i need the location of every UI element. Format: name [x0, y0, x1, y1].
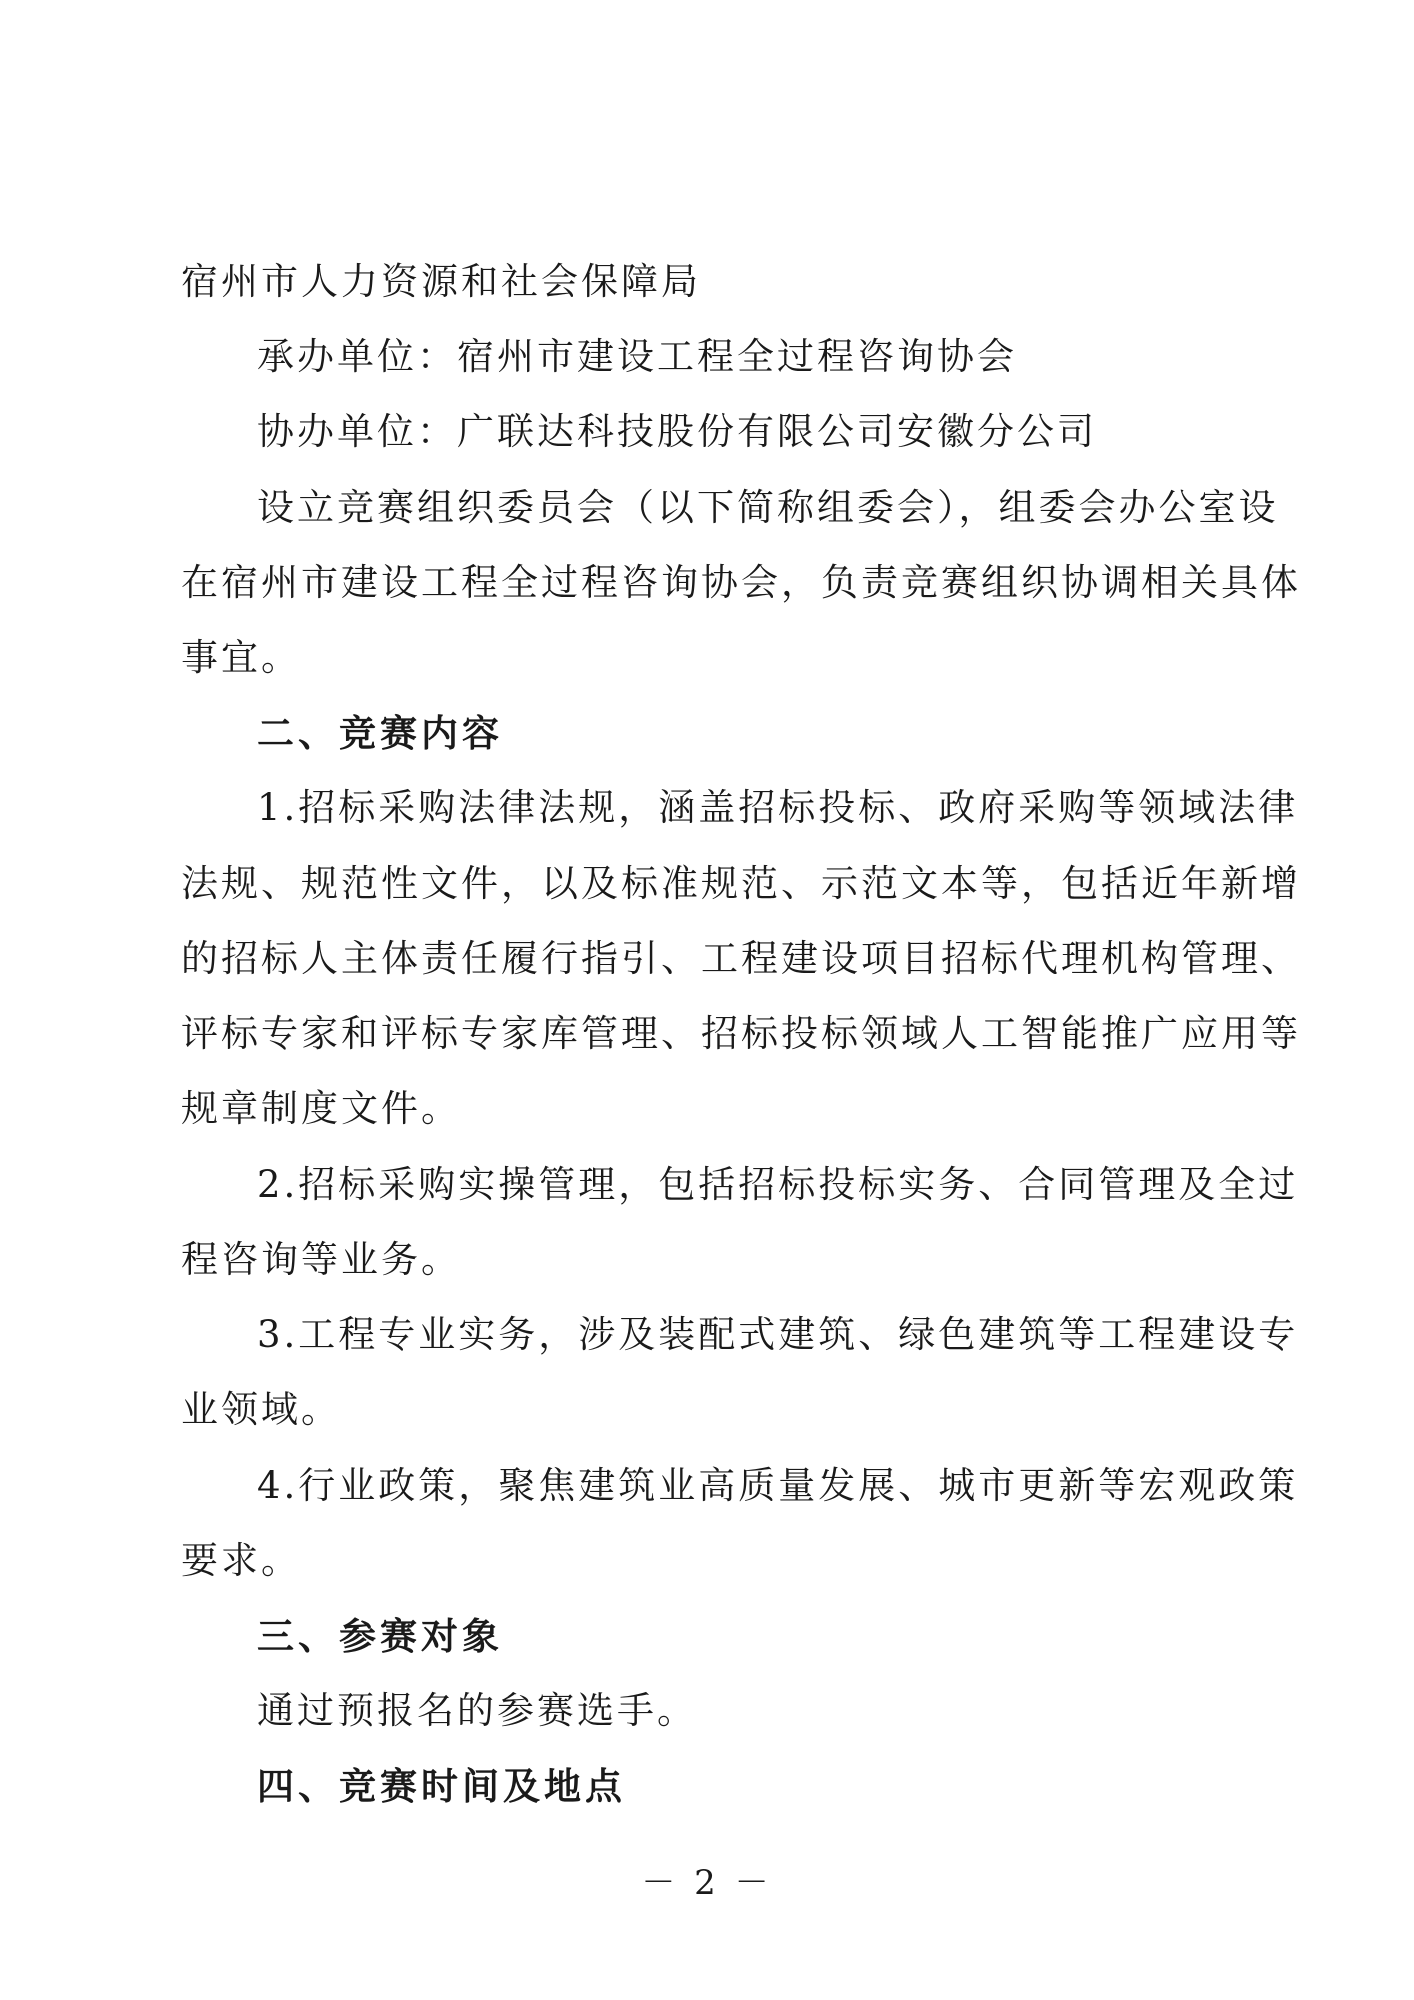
text-line-item2-1: 2.招标采购实操管理，包括招标投标实务、合同管理及全过 — [257, 1163, 1299, 1206]
text-line-item1-3: 的招标人主体责任履行指引、工程建设项目招标代理机构管理、 — [181, 937, 1301, 980]
text-line-committee-2: 在宿州市建设工程全过程咨询协会，负责竞赛组织协调相关具体 — [181, 561, 1301, 604]
text-line-item1-5: 规章制度文件。 — [181, 1087, 461, 1130]
text-line-item3-2: 业领域。 — [181, 1388, 341, 1431]
text-line-assisting-unit: 协办单位：广联达科技股份有限公司安徽分公司 — [257, 410, 1097, 453]
text-line-item4-2: 要求。 — [181, 1539, 301, 1582]
section-heading-time-location: 四、竞赛时间及地点 — [257, 1764, 626, 1808]
text-line-item4-1: 4.行业政策，聚焦建筑业高质量发展、城市更新等宏观政策 — [257, 1464, 1299, 1507]
page-number: － 2 － — [641, 1863, 773, 1903]
text-line-participants: 通过预报名的参赛选手。 — [257, 1689, 697, 1732]
text-line-item1-4: 评标专家和评标专家库管理、招标投标领域人工智能推广应用等 — [181, 1012, 1301, 1055]
text-line-item1-1: 1.招标采购法律法规，涵盖招标投标、政府采购等领域法律 — [257, 786, 1299, 829]
text-line-host-unit: 承办单位：宿州市建设工程全过程咨询协会 — [257, 335, 1017, 378]
text-line-item3-1: 3.工程专业实务，涉及装配式建筑、绿色建筑等工程建设专 — [257, 1313, 1299, 1356]
section-heading-competition-content: 二、竞赛内容 — [257, 711, 503, 755]
text-line-item1-2: 法规、规范性文件，以及标准规范、示范文本等，包括近年新增 — [181, 862, 1301, 905]
text-line-organizer-continued: 宿州市人力资源和社会保障局 — [181, 260, 701, 303]
text-line-item2-2: 程咨询等业务。 — [181, 1238, 461, 1281]
text-line-committee-1: 设立竞赛组织委员会（以下简称组委会），组委会办公室设 — [257, 486, 1279, 529]
text-line-committee-3: 事宜。 — [181, 636, 301, 679]
section-heading-participants: 三、参赛对象 — [257, 1614, 503, 1658]
